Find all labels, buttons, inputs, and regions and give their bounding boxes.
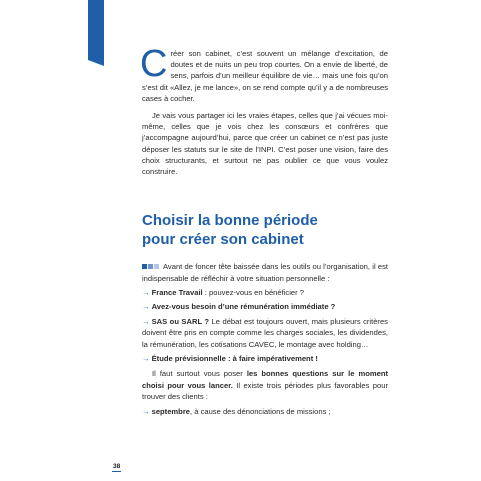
- arrow-icon: →: [142, 302, 150, 312]
- list-item-bold: SAS ou SARL ?: [151, 316, 210, 326]
- questions-text-pre: Il faut surtout vous poser: [152, 369, 247, 379]
- list-item: [142, 287, 388, 298]
- arrow-icon: →: [142, 354, 150, 364]
- lead-paragraph: [142, 261, 388, 284]
- list-item-bold: septembre: [151, 406, 191, 416]
- page-number: 38: [113, 463, 121, 470]
- lead-text: Avant de foncer tête baissée dans les outils ou l’organisation, il est indispensable de réfléchir à votre situation personnelle :: [142, 262, 388, 283]
- arrow-icon: →: [142, 288, 150, 298]
- section-squares-icon: [142, 264, 159, 269]
- list-item: [142, 353, 388, 364]
- list-item-bold: Avez-vous besoin d’une rémunération immédiate ?: [151, 302, 336, 312]
- corner-tab: [88, 0, 104, 66]
- intro-paragraph-2: Je vais vous partager ici les vraies étapes, celles que j’ai vécues moi-même, celles que je vois chez les consœurs et confrères que j’accompagne aujourd’hui, parce que créer un cabinet ce n’est pas juste déposer les statuts sur le site de l’INPI. C’est poser une vision, faire des choix structurants, et surtout ne pas oublier ce que vous voulez construire.: [142, 111, 388, 177]
- intro-paragraph: [140, 43, 388, 104]
- section-title-line-2: pour créer son cabinet: [142, 231, 304, 249]
- list-item-bold: France Travail: [151, 288, 203, 298]
- questions-text-bold: les bonnes questions sur le moment choisi pour vous lancer.: [142, 369, 389, 390]
- page-content: [140, 43, 389, 417]
- questions-text-post: Il existe trois périodes plus favorables pour trouver des clients :: [142, 380, 388, 402]
- section-title-line-1: Choisir la bonne période: [142, 212, 318, 230]
- questions-paragraph: [142, 368, 388, 402]
- list-item-text: : pouvez-vous en bénéficier ?: [202, 288, 304, 298]
- list-item-bold: Étude prévisionnelle : à faire impérativement !: [151, 354, 318, 364]
- arrow-icon: →: [142, 406, 150, 416]
- list-item: [142, 316, 388, 350]
- list-item-text: , à cause des dénonciations de missions ;: [190, 406, 331, 416]
- section-title: [142, 211, 388, 249]
- list-item: [142, 301, 388, 312]
- arrow-icon: →: [142, 316, 150, 326]
- intro-text: réer son cabinet, c’est souvent un mélange d’excitation, de doutes et de nuits un peu trop courtes. On a envie de liberté, de sens, parfois d’un meilleur équilibre de vie… mais une fois qu’on s’est dit «Allez, je me lance», on se rend compte qu’il y a de nombreuses cases à cocher.: [142, 49, 388, 103]
- list-item-text: Le débat est toujours ouvert, mais plusieurs critères doivent être pris en compte comme les charges sociales, les dividendes, la rémunération, les cotisations CAVEC, le montage avec holding…: [142, 316, 388, 349]
- list-item: [142, 406, 388, 417]
- dropcap: C: [140, 43, 168, 85]
